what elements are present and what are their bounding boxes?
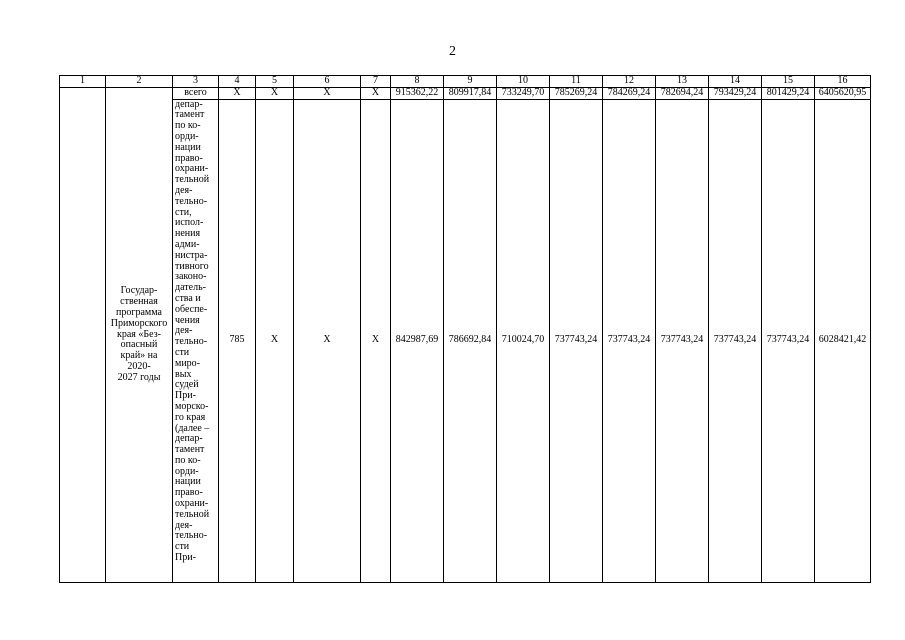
program-name-line: Приморского xyxy=(110,317,168,329)
department-name-cell xyxy=(173,99,219,582)
department-name-line: тамент xyxy=(175,444,205,456)
total-value: Х xyxy=(219,87,256,99)
department-name-line: по ко- xyxy=(175,120,201,132)
column-header-13: 13 xyxy=(656,76,709,88)
department-name-line: охрани- xyxy=(175,498,209,510)
total-value: Х xyxy=(256,87,294,99)
department-name-line: тельной xyxy=(175,174,210,186)
department-value: 710024,70 xyxy=(497,99,550,582)
total-value: 793429,24 xyxy=(709,87,762,99)
department-name-line: тивного xyxy=(175,260,209,272)
total-value: 784269,24 xyxy=(603,87,656,99)
department-name xyxy=(175,100,216,564)
department-name-line: го края xyxy=(175,411,206,423)
department-name-line: тельно- xyxy=(175,336,208,348)
total-value: 809917,84 xyxy=(444,87,497,99)
department-name-line: дея- xyxy=(175,184,193,196)
department-name-line: обеспе- xyxy=(175,303,208,315)
department-name-line: сти xyxy=(175,346,190,358)
program-name-line: 2020- xyxy=(127,360,151,372)
department-value: Х xyxy=(294,99,361,582)
department-name-line: сти, xyxy=(175,206,192,218)
column-header-14: 14 xyxy=(709,76,762,88)
column-number-row xyxy=(60,76,871,88)
department-name-line: дея- xyxy=(175,519,193,531)
department-name-line: право- xyxy=(175,487,203,499)
column-header-2: 2 xyxy=(106,76,173,88)
department-name-line: морско- xyxy=(175,400,209,412)
department-name-line: тельной xyxy=(175,508,210,520)
column-header-7: 7 xyxy=(361,76,391,88)
department-name-line: миро- xyxy=(175,357,201,369)
department-name-line: сти xyxy=(175,541,190,553)
department-name-line: депар- xyxy=(175,99,203,110)
column-header-8: 8 xyxy=(391,76,444,88)
department-name-line: орди- xyxy=(175,130,199,142)
department-name-line: нения xyxy=(175,228,201,240)
department-name-line: датель- xyxy=(175,282,206,294)
program-name-line: программа xyxy=(116,306,162,318)
program-name xyxy=(108,286,170,383)
department-name-line: депар- xyxy=(175,433,203,445)
total-value: Х xyxy=(361,87,391,99)
total-value: 733249,70 xyxy=(497,87,550,99)
department-value: 737743,24 xyxy=(656,99,709,582)
column-header-6: 6 xyxy=(294,76,361,88)
department-name-line: нистра- xyxy=(175,249,208,261)
column-header-1: 1 xyxy=(60,76,106,88)
department-name-line: вых xyxy=(175,368,192,380)
department-name-line: ства и xyxy=(175,292,201,304)
department-name-line: право- xyxy=(175,152,203,164)
department-name-line: дея- xyxy=(175,325,193,337)
department-value: 785 xyxy=(219,99,256,582)
row-number-cell xyxy=(60,87,106,582)
department-value: 737743,24 xyxy=(762,99,815,582)
total-value: 915362,22 xyxy=(391,87,444,99)
department-name-line: тельно- xyxy=(175,530,208,542)
department-value: 6028421,42 xyxy=(815,99,871,582)
column-header-4: 4 xyxy=(219,76,256,88)
department-name-line: испол- xyxy=(175,217,204,229)
program-name-cell xyxy=(106,87,173,582)
department-value: 737743,24 xyxy=(550,99,603,582)
column-header-12: 12 xyxy=(603,76,656,88)
program-name-line: опасный xyxy=(120,339,158,351)
department-name-line: адми- xyxy=(175,238,200,250)
department-value: 786692,84 xyxy=(444,99,497,582)
column-header-11: 11 xyxy=(550,76,603,88)
department-name-line: тельно- xyxy=(175,195,208,207)
total-value: 801429,24 xyxy=(762,87,815,99)
column-header-15: 15 xyxy=(762,76,815,88)
column-header-5: 5 xyxy=(256,76,294,88)
total-value: 785269,24 xyxy=(550,87,603,99)
page-number: 2 xyxy=(449,44,456,59)
program-name-line: края «Без- xyxy=(117,328,161,340)
program-name-line: 2027 годы xyxy=(117,371,161,383)
department-name-line: законо- xyxy=(175,271,207,283)
total-row xyxy=(60,87,871,99)
department-name-line: тамент xyxy=(175,109,205,121)
program-name-line: Государ- xyxy=(120,285,158,297)
department-name-line: по ко- xyxy=(175,454,201,466)
department-name-line: чения xyxy=(175,314,200,326)
column-header-3: 3 xyxy=(173,76,219,88)
department-name-line: (далее – xyxy=(175,422,210,434)
program-name-line: ственная xyxy=(120,296,158,308)
program-name-line: край» на xyxy=(120,350,158,362)
department-value: Х xyxy=(256,99,294,582)
department-value: 737743,24 xyxy=(603,99,656,582)
department-value: Х xyxy=(361,99,391,582)
total-value: 6405620,95 xyxy=(815,87,871,99)
department-name-line: судей xyxy=(175,379,199,391)
column-header-10: 10 xyxy=(497,76,550,88)
department-name-line: При- xyxy=(175,552,196,564)
department-name-line: При- xyxy=(175,390,196,402)
department-value: 737743,24 xyxy=(709,99,762,582)
department-row xyxy=(60,99,871,582)
total-value: 782694,24 xyxy=(656,87,709,99)
department-name-line: орди- xyxy=(175,465,199,477)
total-label: всего xyxy=(173,87,219,99)
column-header-9: 9 xyxy=(444,76,497,88)
department-value: 842987,69 xyxy=(391,99,444,582)
department-name-line: охрани- xyxy=(175,163,209,175)
department-name-line: нации xyxy=(175,141,201,153)
budget-table xyxy=(59,75,871,583)
department-name-line: нации xyxy=(175,476,201,488)
total-value: Х xyxy=(294,87,361,99)
column-header-16: 16 xyxy=(815,76,871,88)
